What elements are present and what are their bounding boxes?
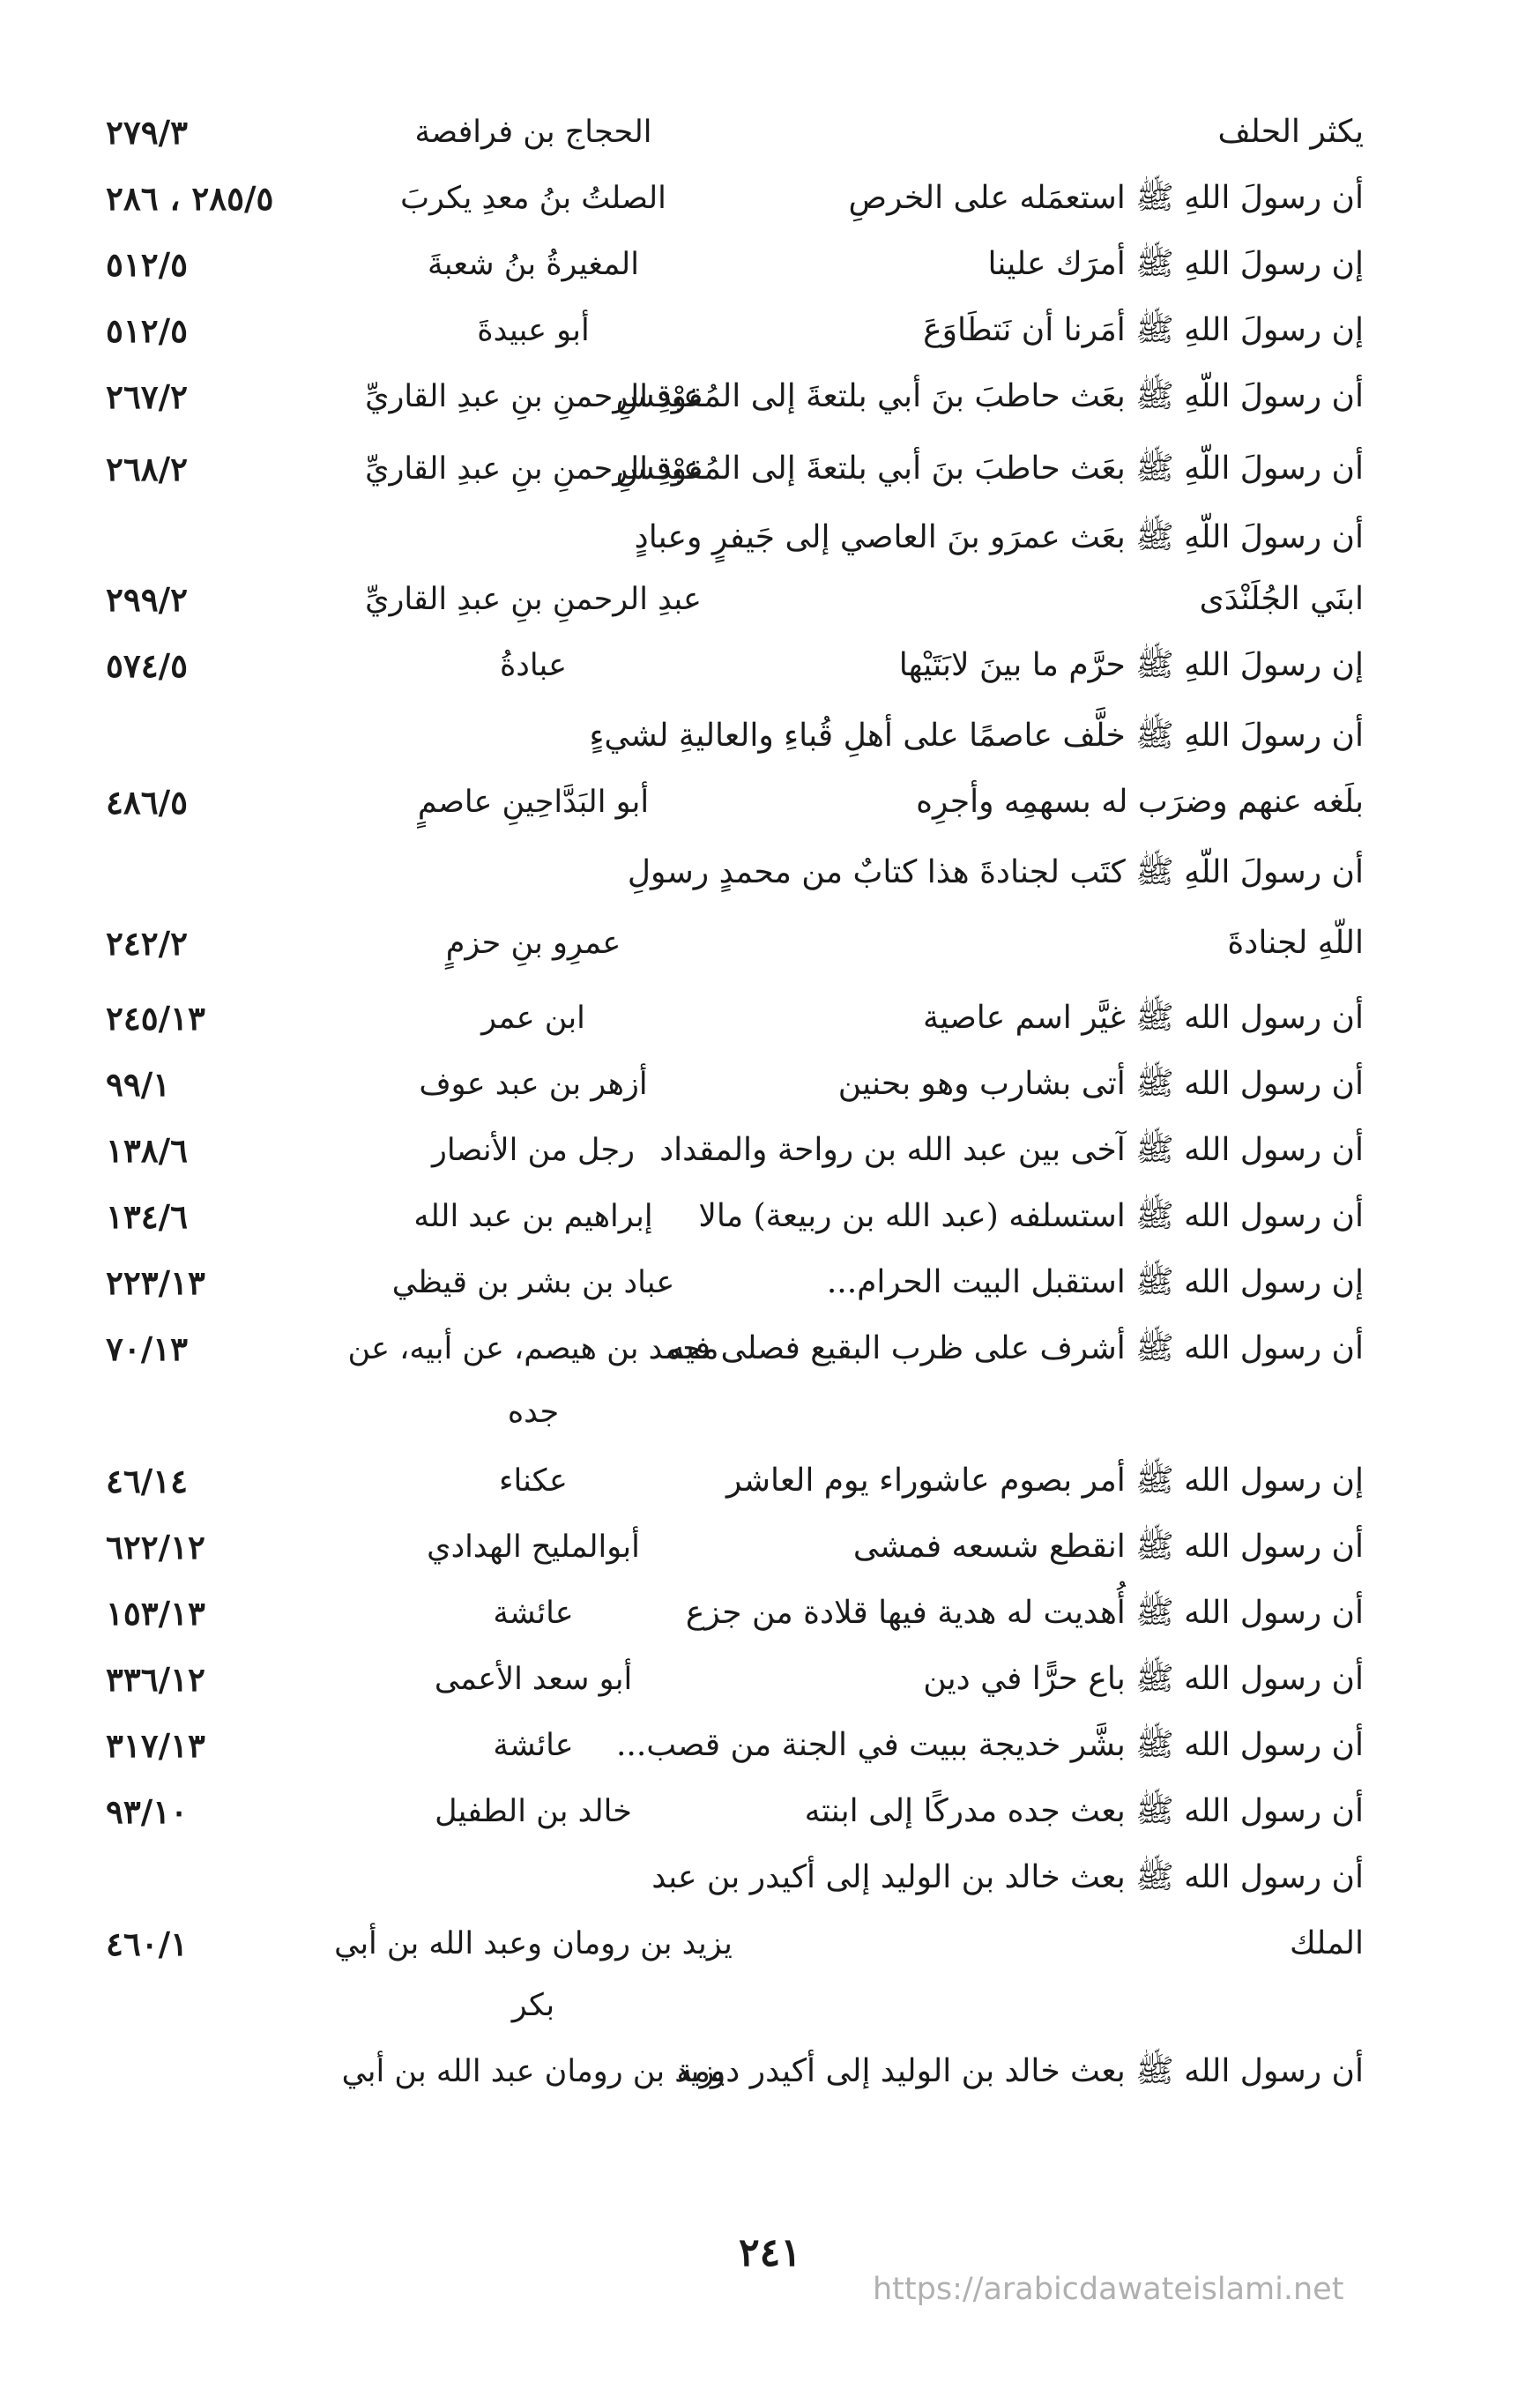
- volume-page-ref: ٣٣٦/١٢: [106, 1660, 205, 1699]
- hadith-text: ابنَي الجُلَنْدَى: [1199, 581, 1364, 617]
- volume-page-ref: ٩٩/١: [106, 1065, 171, 1104]
- index-row: [0, 1049, 1540, 1120]
- narrator-name: أبو البَدَّاحِينِ عاصمٍ: [417, 785, 650, 820]
- narrator-name: عمرِو بنِ حزمٍ: [445, 926, 621, 961]
- narrator-name: عبادةُ: [499, 648, 568, 683]
- page-number: ٢٤١: [739, 2230, 801, 2275]
- hadith-text: إن رسول الله ﷺ استقبل البيت الحرام...: [826, 1264, 1364, 1300]
- volume-page-ref: ٦٢٢/١٢: [106, 1528, 205, 1567]
- volume-page-ref: ٤٨٦/٥: [106, 783, 189, 822]
- hadith-text: أن رسولَ اللّهِ ﷺ بعَث عمرَو بنَ العاصي إلى جَيفرٍ وعبادٍ: [634, 519, 1364, 555]
- index-row: [0, 1512, 1540, 1582]
- index-row: [0, 1909, 1540, 1979]
- narrator-name: يزيد بن رومان وعبد الله بن أبي: [334, 1926, 733, 1961]
- index-row: [0, 1710, 1540, 1781]
- narrator-name: عبدِ الرحمنِ بنِ عبدِ القاريِّ: [365, 582, 702, 617]
- index-row: [0, 1970, 1540, 2041]
- volume-page-ref: ٢٦٧/٢: [106, 377, 189, 416]
- hadith-text: أن رسول الله ﷺ بشَّر خديجة ببيت في الجنة من قصب...: [615, 1727, 1364, 1763]
- narrator-name: عائشة: [493, 1728, 574, 1763]
- index-row: [0, 434, 1540, 504]
- narrator-name: خالد بن الطفيل: [435, 1794, 632, 1829]
- index-row: [0, 2036, 1540, 2107]
- narrator-name: يزيد بن رومان عبد الله بن أبي: [341, 2054, 725, 2089]
- index-row: [0, 229, 1540, 300]
- narrator-name: إبراهيم بن عبد الله: [413, 1199, 653, 1234]
- hadith-text: أن رسول الله ﷺ أشرف على ظرب البقيع فصلى فيه: [668, 1330, 1364, 1366]
- index-row: [0, 361, 1540, 432]
- index-row: [0, 1842, 1540, 1913]
- index-row: [0, 701, 1540, 771]
- index-row: [0, 630, 1540, 701]
- narrator-name: الصلتُ بنُ معدِ يكربَ: [400, 181, 666, 216]
- volume-page-ref: ١٣٨/٦: [106, 1131, 189, 1170]
- narrator-name: عبدِ الرحمنِ بنِ عبدِ القاريِّ: [365, 451, 702, 487]
- index-row: [0, 163, 1540, 234]
- hadith-text: الملك: [1289, 1925, 1364, 1961]
- narrator-name: عكناء: [499, 1463, 568, 1499]
- hadith-text: أن رسول الله ﷺ أتى بشارب وهو بحنين: [837, 1066, 1364, 1102]
- index-row: [0, 1181, 1540, 1252]
- hadith-text: إن رسولَ اللهِ ﷺ أمَرنا أن نَتطَاوَعَ: [923, 312, 1364, 348]
- hadith-text: أن رسول الله ﷺ آخى بين عبد الله بن رواحة والمقداد: [659, 1132, 1364, 1168]
- volume-page-ref: ٢٨٥/٥ ، ٢٨٦: [106, 179, 274, 218]
- index-row: [0, 1115, 1540, 1186]
- index-row: [0, 908, 1540, 979]
- narrator-name: بكر: [511, 1988, 555, 2023]
- index-row: [0, 1578, 1540, 1649]
- volume-page-ref: ٩٣/١٠: [106, 1792, 189, 1831]
- index-row: [0, 767, 1540, 837]
- narrator-name: أبو عبيدةَ: [477, 313, 590, 348]
- index-row: [0, 837, 1540, 908]
- index-row: [0, 295, 1540, 366]
- volume-page-ref: ١٥٣/١٣: [106, 1594, 205, 1633]
- index-row: [0, 1247, 1540, 1318]
- volume-page-ref: ٥١٢/٥: [106, 311, 189, 350]
- hadith-text: أن رسولَ اللهِ ﷺ خلَّف عاصمًا على أهلِ قُباءِ والعاليةِ لشيءٍ: [589, 718, 1364, 754]
- volume-page-ref: ٢٩٩/٢: [106, 580, 189, 619]
- index-row: [0, 564, 1540, 635]
- hadith-text: أن رسول الله ﷺ غيَّر اسم عاصية: [923, 1000, 1364, 1036]
- narrator-name: عائشة: [493, 1596, 574, 1631]
- hadith-text: أن رسولَ اللّهِ ﷺ بعَث حاطبَ بنَ أبي بلتعةَ إلى المُقوْقسِ: [615, 378, 1364, 414]
- volume-page-ref: ٢٤٢/٢: [106, 924, 189, 963]
- hadith-text: إن رسولَ اللهِ ﷺ حرَّم ما بينَ لابَتَيْها: [898, 647, 1364, 683]
- volume-page-ref: ٢٤٥/١٣: [106, 999, 205, 1038]
- narrator-name: ابن عمر: [481, 1001, 585, 1036]
- volume-page-ref: ٢٧٩/٣: [106, 113, 189, 152]
- volume-page-ref: ١٣٤/٦: [106, 1197, 189, 1236]
- narrator-name: المغيرةُ بنُ شعبةَ: [428, 247, 639, 282]
- volume-page-ref: ٢٦٨/٢: [106, 450, 189, 488]
- hadith-text: اللّهِ لجنادةَ: [1227, 925, 1364, 961]
- narrator-name: الحجاج بن فرافصة: [414, 115, 652, 150]
- volume-page-ref: ٧٠/١٣: [106, 1329, 189, 1368]
- narrator-name: أزهر بن عبد عوف: [419, 1067, 648, 1102]
- index-row: [0, 983, 1540, 1053]
- hadith-text: إن رسول الله ﷺ أمر بصوم عاشوراء يوم العاشر: [725, 1462, 1364, 1499]
- index-row: [0, 1446, 1540, 1516]
- hadith-text: أن رسول الله ﷺ انقطع شسعه فمشى: [852, 1529, 1364, 1565]
- index-row: [0, 97, 1540, 167]
- index-row: [0, 1644, 1540, 1715]
- hadith-text: بلَغه عنهم وضرَب له بسهمِه وأجرِه: [916, 784, 1364, 820]
- hadith-text: يكثر الحلف: [1217, 114, 1364, 150]
- watermark-url: https://arabicdawateislami.net: [873, 2272, 1344, 2307]
- hadith-text: أن رسولَ اللّهِ ﷺ بعَث حاطبَ بنَ أبي بلتعةَ إلى المُقوْقسِ: [615, 450, 1364, 487]
- hadith-text: أن رسول الله ﷺ باع حرًّا في دين: [923, 1661, 1364, 1697]
- index-row: [0, 1377, 1540, 1448]
- hadith-text: أن رسول الله ﷺ بعث خالد بن الوليد إلى أكيدر بن عبد: [651, 1859, 1364, 1895]
- hadith-text: إن رسولَ اللهِ ﷺ أمرَك علينا: [987, 246, 1364, 282]
- hadith-text: أن رسولَ اللّهِ ﷺ كتَب لجنادةَ هذا كتابٌ من محمدٍ رسولِ: [627, 854, 1364, 890]
- index-row: [0, 1314, 1540, 1384]
- volume-page-ref: ٤٦٠/١: [106, 1924, 189, 1963]
- hadith-text: أن رسولَ اللهِ ﷺ استعمَله على الخرصِ: [848, 180, 1364, 216]
- narrator-name: عبدِ الرحمنِ بنِ عبدِ القاريِّ: [365, 379, 702, 414]
- narrator-name: جده: [507, 1395, 560, 1430]
- volume-page-ref: ٥١٢/٥: [106, 245, 189, 284]
- narrator-name: محمد بن هيصم، عن أبيه، عن: [347, 1331, 719, 1366]
- hadith-text: أن رسول الله ﷺ استسلفه (عبد الله بن ربيعة) مالا: [698, 1198, 1364, 1234]
- volume-page-ref: ٥٧٤/٥: [106, 646, 189, 685]
- hadith-text: أن رسول الله ﷺ أُهديت له هدية فيها قلادة من جزع: [685, 1595, 1364, 1631]
- volume-page-ref: ٢٢٣/١٣: [106, 1263, 205, 1302]
- hadith-text: أن رسول الله ﷺ بعث جده مدركًا إلى ابنته: [804, 1793, 1364, 1829]
- narrator-name: أبوالمليح الهدادي: [427, 1529, 640, 1565]
- narrator-name: رجل من الأنصار: [431, 1133, 636, 1168]
- narrator-name: عباد بن بشر بن قيظي: [391, 1265, 675, 1300]
- volume-page-ref: ٤٦/١٤: [106, 1462, 189, 1500]
- index-row: [0, 502, 1540, 573]
- hadith-text: أن رسول الله ﷺ بعث خالد بن الوليد إلى أكيدر دومة: [676, 2053, 1364, 2089]
- narrator-name: أبو سعد الأعمى: [434, 1662, 633, 1697]
- index-row: [0, 1776, 1540, 1847]
- volume-page-ref: ٣١٧/١٣: [106, 1726, 205, 1765]
